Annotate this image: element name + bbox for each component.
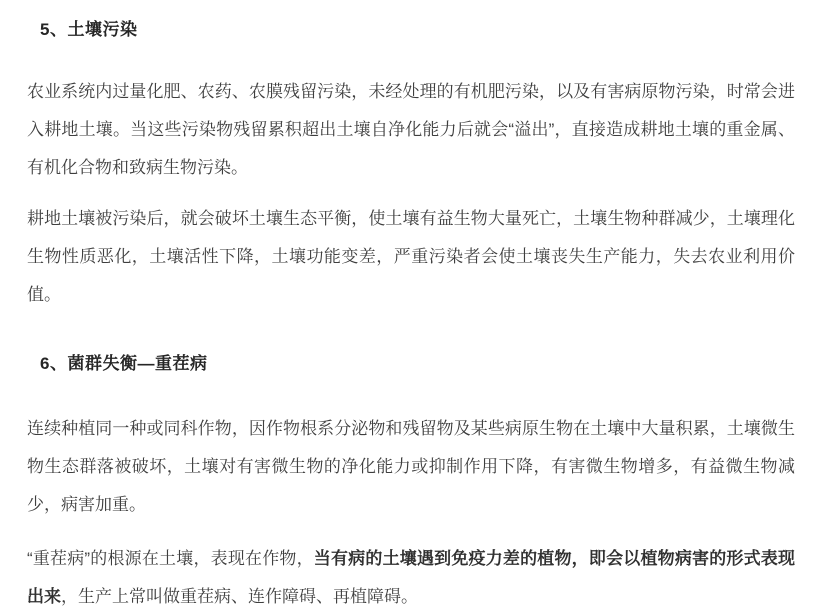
paragraph-pollution-sources: 农业系统内过量化肥、农药、农膜残留污染，未经处理的有机肥污染，以及有害病原物污染，时常会进入耕地土壤。当这些污染物残留累积超出土壤自净化能力后就会“溢出”，直接造成耕地土壤的重金属、有机化合物和致病生物污染。 xyxy=(27,82,795,177)
replant-disease-normal-start: “重茬病”的根源在土壤，表现在作物， xyxy=(27,549,314,568)
paragraph-continuous-cropping: 连续种植同一种或同科作物，因作物根系分泌物和残留物及某些病原生物在土壤中大量积累，土壤微生物生态群落被破坏，土壤对有害微生物的净化能力或抑制作用下降，有害微生物增多，有益微生物减少，病害加重。 xyxy=(27,419,795,514)
replant-disease-normal-end: ，生产上常叫做重茬病、连作障碍、再植障碍。 xyxy=(61,587,418,606)
section-heading-flora-imbalance-replant-disease: 6、菌群失衡—重茬病 xyxy=(40,354,208,373)
paragraph-pollution-effects: 耕地土壤被污染后，就会破坏土壤生态平衡，使土壤有益生物大量死亡，土壤生物种群减少，土壤理化生物性质恶化，土壤活性下降，土壤功能变差，严重污染者会使土壤丧失生产能力，失去农业利用价值。 xyxy=(27,209,795,304)
replant-disease-bold-run: 当有病的土壤遇到免疫力差的植物，即会以植物病害的形式表现出来 xyxy=(27,549,795,606)
paragraph-replant-disease xyxy=(27,540,795,616)
section-heading-soil-pollution: 5、土壤污染 xyxy=(40,20,138,39)
